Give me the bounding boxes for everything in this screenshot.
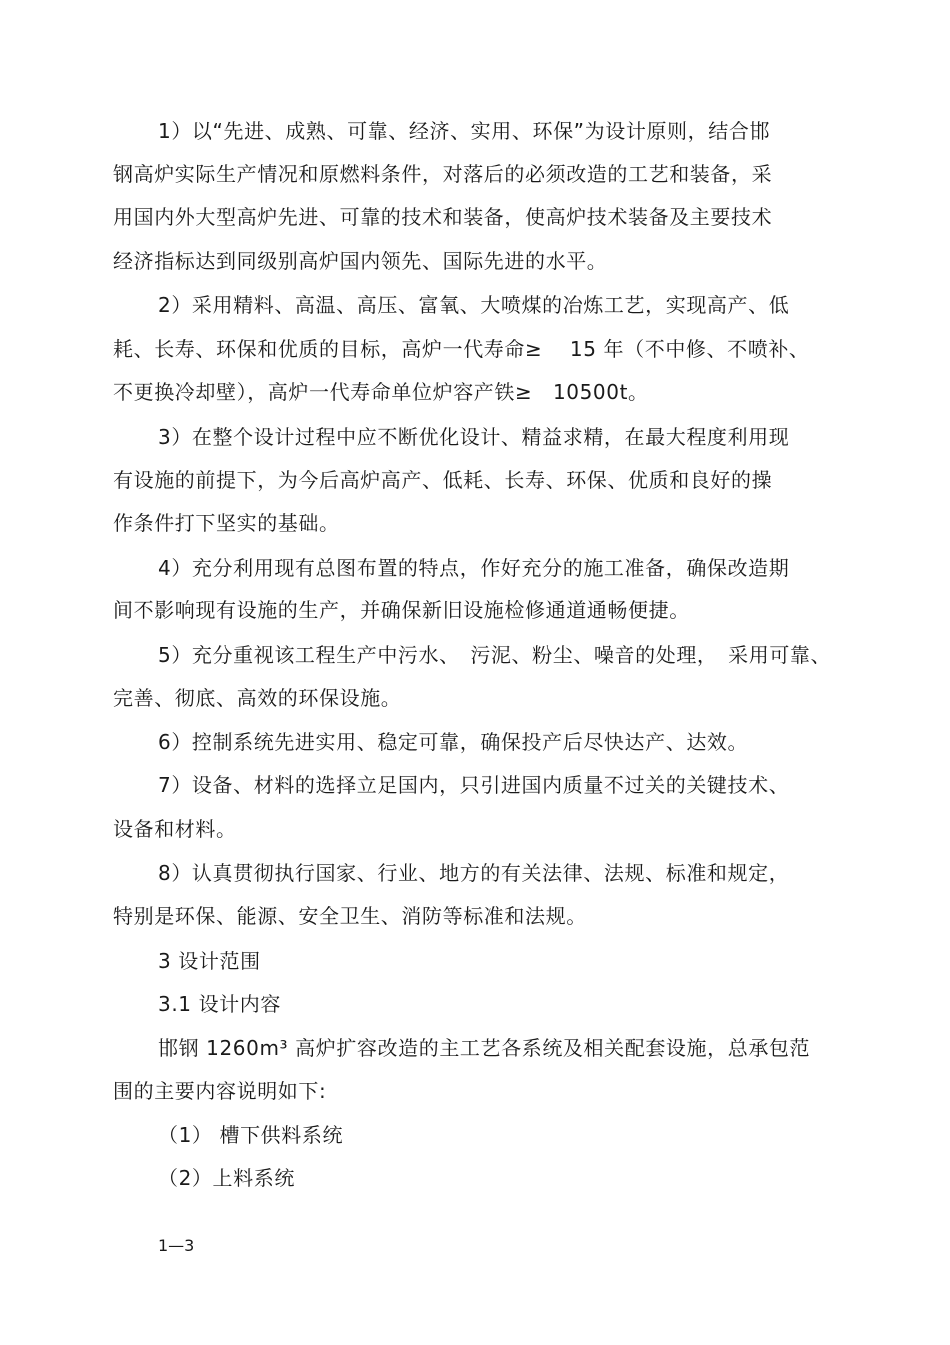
text-line: 1）以“先进、成熟、可靠、经济、实用、环保”为设计原则，结合邯 <box>158 119 771 143</box>
text-line: 设备和材料。 <box>113 817 237 841</box>
text-line: 作条件打下坚实的基础。 <box>113 511 340 535</box>
text-line: 2）采用精料、高温、高压、富氧、大喷煤的冶炼工艺，实现高产、低 <box>158 293 790 317</box>
text-line: 间不影响现有设施的生产，并确保新旧设施检修通道通畅便捷。 <box>113 598 690 622</box>
text-line: 完善、彻底、高效的环保设施。 <box>113 686 402 710</box>
text-line: 邯钢 1260m³ 高炉扩容改造的主工艺各系统及相关配套设施，总承包范 <box>158 1036 811 1060</box>
text-line: 钢高炉实际生产情况和原燃料条件，对落后的必须改造的工艺和装备，采 <box>113 162 773 186</box>
text-line: 6）控制系统先进实用、稳定可靠，确保投产后尽快达产、达效。 <box>158 730 749 754</box>
text-line: 特别是环保、能源、安全卫生、消防等标准和法规。 <box>113 904 587 928</box>
text-line: 经济指标达到同级别高炉国内领先、国际先进的水平。 <box>113 249 608 273</box>
text-line: 有设施的前提下，为今后高炉高产、低耗、长寿、环保、优质和良好的操 <box>113 468 773 492</box>
text-line: 4）充分利用现有总图布置的特点，作好充分的施工准备，确保改造期 <box>158 556 790 580</box>
text-line: 围的主要内容说明如下: <box>113 1079 327 1103</box>
text-line: 不更换冷却壁），高炉一代寿命单位炉容产铁≥ 10500t。 <box>113 380 649 404</box>
section-heading: 3 设计范围 <box>158 949 261 973</box>
text-line: 耗、长寿、环保和优质的目标，高炉一代寿命≥ 15 年（不中修、不喷补、 <box>113 337 810 361</box>
text-line: 用国内外大型高炉先进、可靠的技术和装备，使高炉技术装备及主要技术 <box>113 205 773 229</box>
text-line: 8）认真贯彻执行国家、行业、地方的有关法律、法规、标准和规定， <box>158 861 790 885</box>
text-line: 3）在整个设计过程中应不断优化设计、精益求精，在最大程度利用现 <box>158 425 790 449</box>
list-item: （1） 槽下供料系统 <box>158 1123 344 1147</box>
subsection-heading: 3.1 设计内容 <box>158 992 281 1016</box>
list-item: （2）上料系统 <box>158 1166 295 1190</box>
page-number: 1—3 <box>158 1236 195 1255</box>
text-line: 5）充分重视该工程生产中污水、 污泥、粉尘、噪音的处理， 采用可靠、 <box>158 643 832 667</box>
text-line: 7）设备、材料的选择立足国内，只引进国内质量不过关的关键技术、 <box>158 773 790 797</box>
